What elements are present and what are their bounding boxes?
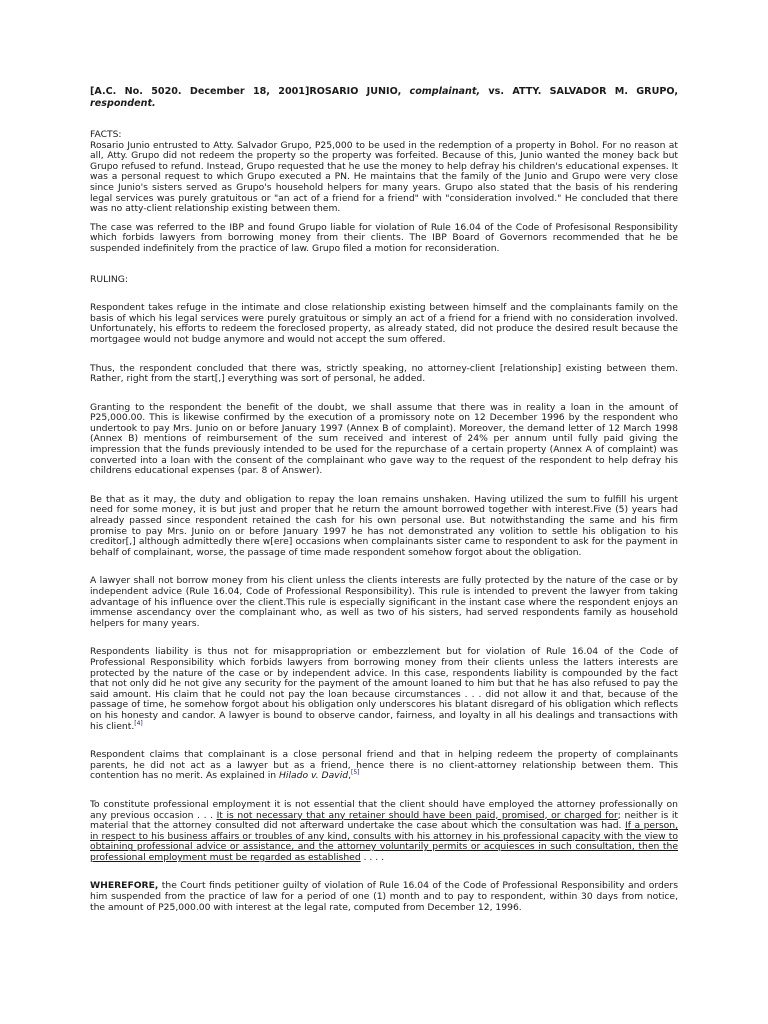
ruling-paragraph-7-comma: , — [348, 770, 352, 782]
underlined-passage-1: It is not necessary that any retainer should have been paid, promised, or charged for — [216, 809, 618, 821]
facts-paragraph-1: Rosario Junio entrusted to Atty. Salvador Grupo, P25,000 to be used in the redemption of a property in Bohol. For no reason at all, Atty. Grupo did not redeem the property so the property was forfeited. Because of this, Junio wanted the money back but Grupo refused to refund. Instead, Grupo requested that he use the money to help defray his children's educational expenses. It was a personal request to which Grupo executed a PN. He maintains that the family of the Junio and Grupo were very close since Junio's sisters served as Grupo's household helpers for many years. Grupo also stated that the basis of his rendering legal services was purely gratuitous or "an act of a friend for a friend" with "consideration involved." He concluded that there was no atty-client relationship existing between them. — [90, 139, 678, 215]
quoted-passage-text-1: To constitute professional employment it is not essential that the client should have employed the attorney professionally on any previous occasion . . . — [90, 798, 678, 821]
respondent-role: respondent. — [90, 98, 156, 109]
ruling-paragraph-7-text: Respondent claims that complainant is a close personal friend and that in helping redeem the property of complainants parents, he did not act as a lawyer but as a friend, hence there is no client-attorney relationship between them. This contention has no merit. As explained in — [90, 749, 678, 782]
footnote-link-5[interactable]: [5] — [351, 769, 360, 777]
quoted-passage-text-2: ; neither is it material that the attorney consulted did not afterward undertake the case about which the consultation was had. — [90, 809, 679, 832]
ruling-paragraph-7 — [90, 750, 678, 782]
ruling-paragraph-6-text: Respondents liability is thus not for misappropriation or embezzlement but for violation of Rule 16.04 of the Code of Professional Responsibility which forbids lawyers from borrowing money from their clients unless the latters interests are protected by the nature of the case or by independent advice. In this case, respondents liability is compounded by the fact that not only did he not give any security for the payment of the amount loaned to him but that he has also refused to pay the said amount. His claim that he could not pay the loan because circumstances . . . did not allow it and that, because of the passage of time, he somehow forgot about his obligation only underscores his blatant disregard of his obligation which reflects on his honesty and candor. A lawyer is bound to observe candor, fairness, and loyalty in all his dealings and transactions with his client. — [90, 646, 678, 732]
case-citation: Hilado v. David — [279, 770, 349, 782]
facts-heading: FACTS: — [90, 129, 122, 140]
versus-label: vs. — [480, 86, 513, 97]
quoted-passage-ellipsis: . . . . — [360, 851, 385, 863]
footnote-link-4[interactable]: [4] — [134, 719, 143, 727]
dispositive-text: the Court finds petitioner guilty of violation of Rule 16.04 of the Code of Professional Responsibility and orders him suspended from the practice of law for a period of one (1) month and to pay to respondent, within 30 days from notice, the amount of P25,000.00 with interest at the legal rate, computed from December 12, 1996. — [90, 880, 678, 913]
document-body — [90, 86, 678, 913]
respondent-name: ATTY. SALVADOR M. GRUPO, — [512, 86, 678, 97]
case-number: [A.C. No. 5020. December 18, 2001] — [90, 86, 310, 97]
ruling-paragraph-4: Be that as it may, the duty and obligation to repay the loan remains unshaken. Having utilized the sum to fulfill his urgent need for some money, it is but just and proper that he return the amount borrowed together with interest.Five (5) years had already passed since respondent retained the cash for his own personal use. But notwithstanding the same and his firm promise to pay Mrs. Junio on or before January 1997 he has not demonstrated any volition to settle his obligation to his creditor[,] although admittedly there w[ere] occasions when complainants sister came to respondent to ask for the payment in behalf of complainant, worse, the passage of time made respondent somehow forgot about the obligation. — [90, 493, 678, 558]
dispositive-paragraph — [90, 881, 678, 913]
facts-paragraph-2: The case was referred to the IBP and found Grupo liable for violation of Rule 16.04 of the Code of Profesisonal Responsibility which forbids lawyers from borrowing money from their clients. The IBP Board of Governors recommended that he be suspended indefinitely from the practice of law. Grupo filed a motion for reconsideration. — [90, 221, 678, 254]
complainant-name: ROSARIO JUNIO, — [309, 86, 410, 97]
wherefore-label: WHEREFORE, — [90, 880, 159, 892]
ruling-paragraph-5: A lawyer shall not borrow money from his client unless the clients interests are fully protected by the nature of the case or by independent advice (Rule 16.04, Code of Professional Responsibility). This rule is intended to prevent the lawyer from taking advantage of his influence over the client.This rule is especially significant in the instant case where the respondent enjoys an immense ascendancy over the complainant who, as well as two of his sisters, had served respondents family as household helpers for many years. — [90, 575, 678, 629]
complainant-role: complainant, — [409, 86, 481, 97]
ruling-heading: RULING: — [90, 273, 129, 285]
underlined-passage-2: If a person, in respect to his business affairs or troubles of any kind, consults with his attorney in his professional capacity with the view to obtaining professional advice or assistance, and the attorney voluntarily permits or acquiesces in such consultation, then the professional employment must be regarded as established — [90, 820, 679, 863]
ruling-paragraph-1: Respondent takes refuge in the intimate and close relationship existing between himself and the complainants family on the basis of which his legal services were purely gratuitous or simply an act of a friend for a friend with no consideration involved. Unfortunately, his efforts to redeem the foreclosed property, as already stated, did not produce the desired result because the mortgagee would not budge anymore and would not accept the sum offered. — [90, 302, 678, 345]
ruling-paragraph-6 — [90, 647, 678, 732]
case-caption — [90, 86, 678, 110]
quoted-passage — [90, 800, 678, 864]
ruling-paragraph-3: Granting to the respondent the benefit of the doubt, we shall assume that there was in reality a loan in the amount of P25,000.00. This is likewise confirmed by the execution of a promissory note on 12 December 1996 by the respondent who undertook to pay Mrs. Junio on or before January 1997 (Annex B of complaint). Moreover, the demand letter of 12 March 1998 (Annex B) mentions of reimbursement of the sum received and interest of 24% per annum until fully paid giving the impression that the funds previously intended to be used for the repurchase of a certain property (Annex A of complaint) was converted into a loan with the consent of the complainant who gave way to the request of the respondent to help defray his childrens educational expenses (par. 8 of Answer). — [90, 401, 678, 477]
ruling-paragraph-2: Thus, the respondent concluded that there was, strictly speaking, no attorney-client [relationship] existing between them. Rather, right from the start[,] everything was sort of personal, he added. — [90, 362, 678, 385]
